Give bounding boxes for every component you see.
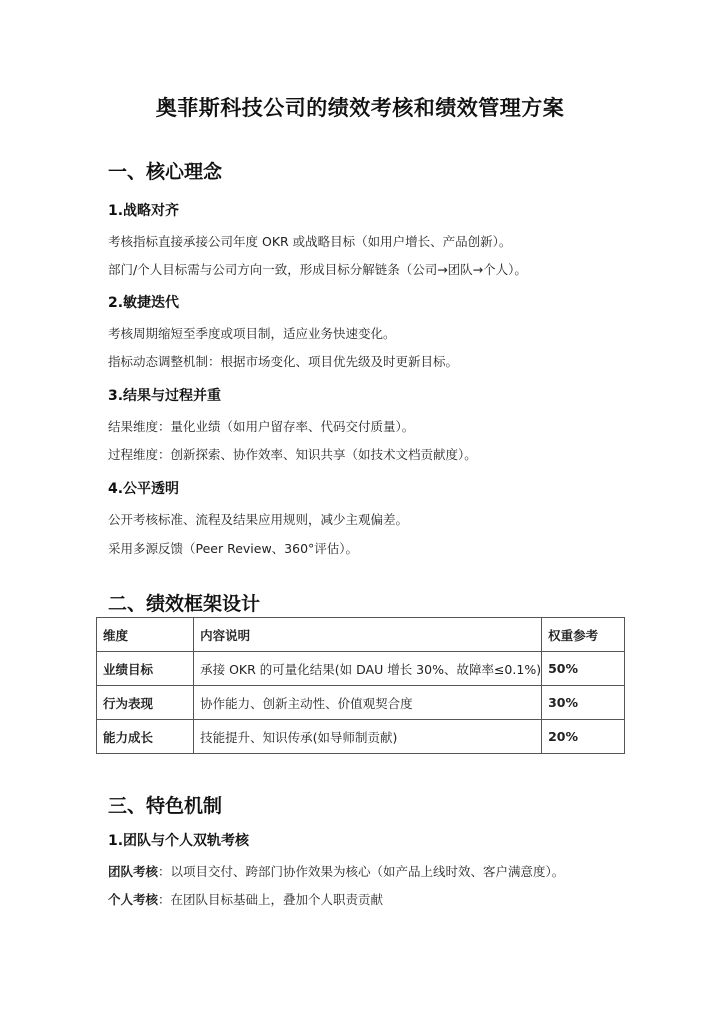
table-header-row (97, 618, 625, 652)
table-row (97, 686, 625, 720)
table-cell-weight: 30% (542, 686, 625, 720)
table-cell-weight: 20% (542, 720, 625, 754)
table-cell-weight: 50% (542, 652, 625, 686)
paragraph-line (108, 890, 383, 908)
term-label: 团队考核 (108, 864, 159, 879)
paragraph-line: 考核指标直接承接公司年度 OKR 或战略目标（如用户增长、产品创新）。 (108, 234, 512, 249)
table-cell-dimension: 能力成长 (97, 720, 194, 754)
table-cell-description: 技能提升、知识传承(如导师制贡献) (194, 720, 542, 754)
document-title: 奥菲斯科技公司的绩效考核和绩效管理方案 (155, 96, 565, 120)
section-heading-special-mechanisms: 三、特色机制 (108, 795, 223, 817)
section-heading-core-concepts: 一、核心理念 (108, 161, 223, 183)
table-cell-dimension: 业绩目标 (97, 652, 194, 686)
table-header-cell: 内容说明 (194, 618, 542, 652)
paragraph-line (108, 862, 564, 880)
paragraph-line: 部门/个人目标需与公司方向一致，形成目标分解链条（公司→团队→个人）。 (108, 262, 527, 277)
subsection-heading-result-and-process: 3.结果与过程并重 (108, 388, 222, 404)
table-cell-dimension: 行为表现 (97, 686, 194, 720)
section-heading-performance-framework: 二、绩效框架设计 (108, 593, 261, 615)
table-cell-description: 承接 OKR 的可量化结果(如 DAU 增长 30%、故障率≤0.1%) (194, 652, 542, 686)
term-label: 个人考核 (108, 892, 159, 907)
subsection-heading-strategy-alignment: 1.战略对齐 (108, 203, 180, 219)
paragraph-line: 过程维度：创新探索、协作效率、知识共享（如技术文档贡献度）。 (108, 447, 477, 462)
paragraph-line: 结果维度：量化业绩（如用户留存率、代码交付质量）。 (108, 419, 415, 434)
subsection-heading-fairness-transparency: 4.公平透明 (108, 481, 180, 497)
table-header-cell: 维度 (97, 618, 194, 652)
table-header-cell: 权重参考 (542, 618, 625, 652)
table-cell-description: 协作能力、创新主动性、价值观契合度 (194, 686, 542, 720)
paragraph-line: 指标动态调整机制：根据市场变化、项目优先级及时更新目标。 (108, 354, 459, 369)
performance-framework-table (96, 617, 625, 754)
term-text: ：以项目交付、跨部门协作效果为核心（如产品上线时效、客户满意度）。 (158, 864, 565, 879)
paragraph-line: 公开考核标准、流程及结果应用规则，减少主观偏差。 (108, 512, 409, 527)
subsection-heading-agile-iteration: 2.敏捷迭代 (108, 295, 180, 311)
paragraph-line: 采用多源反馈（Peer Review、360°评估）。 (108, 541, 359, 556)
table-row (97, 720, 625, 754)
table-row (97, 652, 625, 686)
term-text: ：在团队目标基础上，叠加个人职责贡献 (158, 892, 384, 907)
subsection-heading-dual-track-assessment: 1.团队与个人双轨考核 (108, 833, 250, 849)
paragraph-line: 考核周期缩短至季度或项目制，适应业务快速变化。 (108, 326, 396, 341)
